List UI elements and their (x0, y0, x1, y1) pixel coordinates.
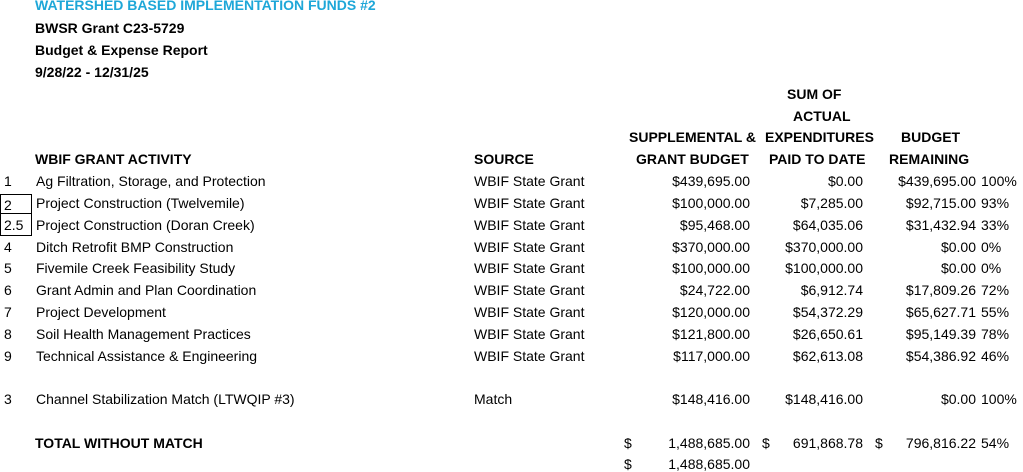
partial-budget: 1,488,685.00 (668, 456, 750, 472)
row-percent: 55% (981, 304, 1010, 320)
row-number: 3 (4, 391, 12, 407)
header-activity: WBIF GRANT ACTIVITY (35, 151, 192, 167)
total-percent: 54% (981, 435, 1010, 451)
row-percent: 78% (981, 326, 1010, 342)
row-source: WBIF State Grant (474, 304, 585, 320)
row-number: 7 (4, 304, 12, 320)
total-budget-currency: $ (624, 435, 632, 451)
row-percent: 33% (981, 217, 1010, 233)
row-activity: Ag Filtration, Storage, and Protection (36, 173, 266, 189)
row-remaining: $54,386.92 (905, 348, 976, 364)
row-budget: $24,722.00 (679, 282, 750, 298)
row-percent: 93% (981, 195, 1010, 211)
row-remaining: $0.00 (940, 260, 976, 276)
header-budget-line2: GRANT BUDGET (636, 151, 749, 167)
row-activity: Channel Stabilization Match (LTWQIP #3) (36, 391, 295, 407)
header-budget-line1: SUPPLEMENTAL & (629, 129, 757, 145)
row-budget: $100,000.00 (672, 260, 750, 276)
row-budget: $120,000.00 (672, 304, 750, 320)
row-actual: $7,285.00 (800, 195, 863, 211)
row-source: WBIF State Grant (474, 348, 585, 364)
row-remaining: $439,695.00 (898, 173, 976, 189)
row-number: 2.5 (0, 214, 32, 236)
row-budget: $117,000.00 (673, 348, 750, 364)
partial-budget-currency: $ (624, 456, 632, 472)
row-activity: Grant Admin and Plan Coordination (36, 282, 257, 298)
row-number: 1 (4, 173, 12, 189)
row-budget: $148,416.00 (672, 391, 750, 407)
row-remaining: $31,432.94 (905, 217, 976, 233)
total-remaining: 796,816.22 (905, 435, 976, 451)
row-activity: Project Construction (Twelvemile) (36, 195, 245, 211)
row-percent: 100% (981, 173, 1017, 189)
row-remaining: $65,627.71 (905, 304, 976, 320)
row-remaining: $0.00 (940, 239, 976, 255)
row-actual: $148,416.00 (785, 391, 863, 407)
header-source: SOURCE (474, 151, 534, 167)
row-number: 5 (4, 260, 12, 276)
row-percent: 46% (981, 348, 1010, 364)
row-source: WBIF State Grant (474, 195, 585, 211)
row-activity: Technical Assistance & Engineering (36, 348, 258, 364)
row-remaining: $17,809.26 (905, 282, 976, 298)
row-percent: 100% (981, 391, 1017, 407)
row-source: WBIF State Grant (474, 260, 585, 276)
row-actual: $26,650.61 (792, 326, 863, 342)
row-source: WBIF State Grant (474, 173, 585, 189)
row-activity: Ditch Retrofit BMP Construction (36, 239, 234, 255)
row-actual: $100,000.00 (785, 260, 863, 276)
row-source: WBIF State Grant (474, 239, 585, 255)
row-percent: 0% (981, 239, 1002, 255)
header-actual-line4: PAID TO DATE (769, 151, 866, 167)
header-actual-line3: EXPENDITURES (765, 129, 874, 145)
row-percent: 72% (981, 282, 1010, 298)
report-name: Budget & Expense Report (35, 42, 208, 58)
row-budget: $95,468.00 (679, 217, 750, 233)
row-remaining: $0.00 (940, 391, 976, 407)
row-source: Match (474, 391, 513, 407)
row-number: 4 (4, 239, 12, 255)
header-actual-line2: ACTUAL (793, 108, 851, 124)
row-actual: $6,912.74 (800, 282, 863, 298)
row-percent: 0% (981, 260, 1002, 276)
row-source: WBIF State Grant (474, 217, 585, 233)
report-period: 9/28/22 - 12/31/25 (35, 64, 149, 80)
row-actual: $62,613.08 (792, 348, 863, 364)
row-budget: $100,000.00 (672, 195, 750, 211)
total-actual-currency: $ (762, 435, 770, 451)
total-budget: 1,488,685.00 (668, 435, 750, 451)
grant-number: BWSR Grant C23-5729 (35, 20, 185, 36)
row-activity: Project Construction (Doran Creek) (36, 217, 255, 233)
total-remaining-currency: $ (875, 435, 883, 451)
row-budget: $370,000.00 (672, 239, 750, 255)
row-actual: $64,035.06 (792, 217, 863, 233)
total-actual: 691,868.78 (792, 435, 863, 451)
header-actual-line1: SUM OF (787, 86, 842, 102)
total-label: TOTAL WITHOUT MATCH (35, 435, 203, 451)
row-remaining: $95,149.39 (905, 326, 976, 342)
row-number: 9 (4, 348, 12, 364)
row-activity: Fivemile Creek Feasibility Study (36, 260, 236, 276)
row-number: 6 (4, 282, 12, 298)
report-title: WATERSHED BASED IMPLEMENTATION FUNDS #2 (35, 0, 376, 13)
row-source: WBIF State Grant (474, 282, 585, 298)
row-source: WBIF State Grant (474, 326, 585, 342)
row-number: 8 (4, 326, 12, 342)
row-activity: Soil Health Management Practices (36, 326, 251, 342)
row-remaining: $92,715.00 (905, 195, 976, 211)
row-number: 2 (0, 194, 32, 214)
header-remaining-line2: REMAINING (889, 151, 970, 167)
row-budget: $439,695.00 (672, 173, 750, 189)
row-actual: $0.00 (827, 173, 863, 189)
row-budget: $121,800.00 (672, 326, 750, 342)
row-activity: Project Development (36, 304, 166, 320)
row-actual: $370,000.00 (785, 239, 863, 255)
header-remaining-line1: BUDGET (901, 129, 961, 145)
row-actual: $54,372.29 (792, 304, 863, 320)
